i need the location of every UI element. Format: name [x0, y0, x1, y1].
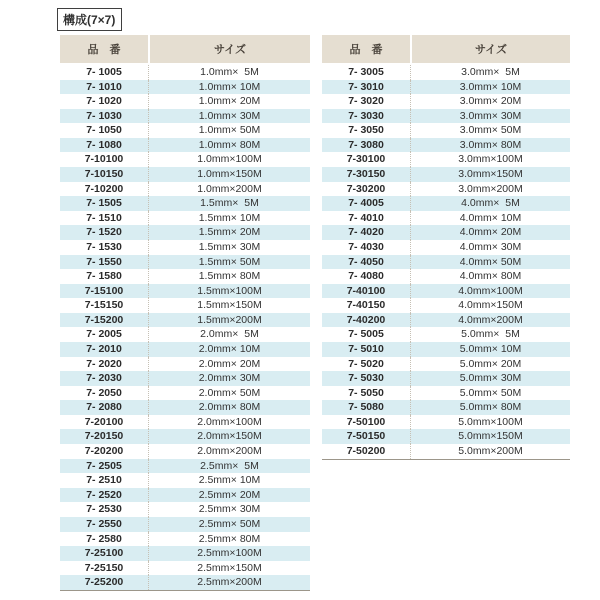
- size-cell: 1.0mm× 10M: [148, 80, 310, 95]
- part-number-cell: 7- 2050: [86, 386, 122, 399]
- part-number-cell: 7-20200: [84, 445, 124, 458]
- part-number-cell: 7- 1520: [86, 226, 122, 239]
- size-cell: 1.5mm× 80M: [148, 269, 310, 284]
- table-row: [322, 167, 570, 182]
- size-table-right: [322, 35, 570, 460]
- size-cell: 5.0mm× 80M: [410, 400, 570, 415]
- table-row: [60, 473, 310, 488]
- part-number-cell: 7- 3020: [348, 95, 384, 108]
- table-body: [60, 65, 310, 591]
- part-number-cell: 7- 1050: [86, 124, 122, 137]
- size-cell: 2.0mm×150M: [148, 429, 310, 444]
- table-row: [60, 284, 310, 299]
- size-cell: 5.0mm× 30M: [410, 371, 570, 386]
- table-row: [60, 182, 310, 197]
- size-cell: 3.0mm× 50M: [410, 123, 570, 138]
- size-cell: 2.0mm× 80M: [148, 400, 310, 415]
- part-number-cell: 7- 2020: [86, 357, 122, 370]
- part-number-cell: 7- 5050: [348, 386, 384, 399]
- part-number-cell: 7- 1010: [86, 80, 122, 93]
- size-cell: 2.5mm×150M: [148, 561, 310, 576]
- part-number-cell: 7- 3030: [348, 109, 384, 122]
- part-number-cell: 7- 2550: [86, 517, 122, 530]
- size-cell: 1.0mm× 30M: [148, 109, 310, 124]
- part-number-cell: 7-50200: [346, 445, 386, 458]
- size-cell: 3.0mm× 5M: [410, 65, 570, 80]
- size-cell: 4.0mm× 30M: [410, 240, 570, 255]
- table-row: [322, 298, 570, 313]
- size-cell: 2.5mm×200M: [148, 575, 310, 590]
- table-row: [60, 269, 310, 284]
- size-cell: 2.5mm×100M: [148, 546, 310, 561]
- size-cell: 5.0mm× 10M: [410, 342, 570, 357]
- part-number-cell: 7-40200: [346, 313, 386, 326]
- part-number-cell: 7-30100: [346, 153, 386, 166]
- table-row: [322, 400, 570, 415]
- table-row: [322, 284, 570, 299]
- table-header: [60, 35, 310, 63]
- table-row: [322, 386, 570, 401]
- size-cell: 2.5mm× 30M: [148, 502, 310, 517]
- size-cell: 3.0mm×100M: [410, 152, 570, 167]
- part-number-cell: 7-20150: [84, 430, 124, 443]
- table-row: [60, 502, 310, 517]
- part-number-cell: 7- 4030: [348, 240, 384, 253]
- size-cell: 2.0mm× 50M: [148, 386, 310, 401]
- part-number-cell: 7- 2080: [86, 401, 122, 414]
- table-row: [322, 196, 570, 211]
- table-row: [60, 444, 310, 459]
- part-number-cell: 7-25150: [84, 561, 124, 574]
- table-row: [322, 65, 570, 80]
- table-row: [322, 123, 570, 138]
- size-cell: 1.0mm× 50M: [148, 123, 310, 138]
- size-cell: 5.0mm×150M: [410, 429, 570, 444]
- table-row: [60, 532, 310, 547]
- size-cell: 1.5mm× 10M: [148, 211, 310, 226]
- part-number-cell: 7- 3005: [348, 66, 384, 78]
- table-row: [322, 152, 570, 167]
- part-number-cell: 7- 1580: [86, 270, 122, 283]
- part-number-cell: 7- 2580: [86, 532, 122, 545]
- size-cell: 1.0mm×150M: [148, 167, 310, 182]
- size-cell: 4.0mm× 20M: [410, 225, 570, 240]
- size-cell: 1.0mm×200M: [148, 182, 310, 197]
- part-number-cell: 7- 2510: [86, 474, 122, 487]
- size-cell: 1.5mm× 5M: [148, 196, 310, 211]
- size-cell: 2.0mm× 20M: [148, 357, 310, 372]
- table-row: [60, 575, 310, 590]
- size-cell: 1.0mm× 5M: [148, 65, 310, 80]
- size-cell: 4.0mm×150M: [410, 298, 570, 313]
- part-number-cell: 7- 4005: [348, 197, 384, 210]
- part-number-cell: 7- 2010: [86, 342, 122, 355]
- size-cell: 4.0mm× 5M: [410, 196, 570, 211]
- table-row: [60, 109, 310, 124]
- table-row: [60, 123, 310, 138]
- table-row: [60, 211, 310, 226]
- part-number-cell: 7-10200: [84, 182, 124, 195]
- part-number-cell: 7- 1530: [86, 240, 122, 253]
- table-row: [60, 342, 310, 357]
- part-number-cell: 7- 1505: [86, 197, 122, 210]
- table-row: [60, 357, 310, 372]
- size-cell: 2.0mm×100M: [148, 415, 310, 430]
- size-cell: 5.0mm×200M: [410, 444, 570, 459]
- table-row: [60, 240, 310, 255]
- table-row: [60, 386, 310, 401]
- size-cell: 4.0mm× 50M: [410, 255, 570, 270]
- part-number-cell: 7-15100: [84, 284, 124, 297]
- table-row: [322, 211, 570, 226]
- part-number-cell: 7-25200: [84, 576, 124, 589]
- part-number-cell: 7- 4010: [348, 211, 384, 224]
- part-number-cell: 7-40150: [346, 299, 386, 312]
- size-cell: 5.0mm× 20M: [410, 357, 570, 372]
- table-row: [60, 80, 310, 95]
- col-header-part-number: 品 番: [60, 35, 148, 63]
- table-row: [60, 488, 310, 503]
- table-row: [322, 182, 570, 197]
- part-number-cell: 7- 4050: [348, 255, 384, 268]
- size-cell: 4.0mm×100M: [410, 284, 570, 299]
- table-row: [60, 415, 310, 430]
- size-cell: 2.5mm× 80M: [148, 532, 310, 547]
- part-number-cell: 7- 1080: [86, 138, 122, 151]
- size-cell: 2.0mm× 10M: [148, 342, 310, 357]
- table-row: [60, 400, 310, 415]
- size-cell: 1.0mm× 20M: [148, 94, 310, 109]
- table-row: [60, 546, 310, 561]
- size-cell: 2.5mm× 50M: [148, 517, 310, 532]
- part-number-cell: 7- 3050: [348, 124, 384, 137]
- table-row: [60, 225, 310, 240]
- part-number-cell: 7- 4080: [348, 270, 384, 283]
- table-row: [60, 298, 310, 313]
- table-row: [322, 327, 570, 342]
- size-cell: 2.0mm×200M: [148, 444, 310, 459]
- size-cell: 4.0mm× 10M: [410, 211, 570, 226]
- table-row: [322, 415, 570, 430]
- table-row: [60, 138, 310, 153]
- part-number-cell: 7- 2520: [86, 488, 122, 501]
- table-row: [60, 255, 310, 270]
- table-row: [60, 327, 310, 342]
- table-row: [60, 429, 310, 444]
- table-row: [322, 429, 570, 444]
- part-number-cell: 7- 1510: [86, 211, 122, 224]
- table-row: [60, 517, 310, 532]
- table-row: [322, 342, 570, 357]
- part-number-cell: 7- 3010: [348, 80, 384, 93]
- size-cell: 1.5mm×150M: [148, 298, 310, 313]
- size-cell: 3.0mm×200M: [410, 182, 570, 197]
- part-number-cell: 7-15200: [84, 313, 124, 326]
- part-number-cell: 7- 4020: [348, 226, 384, 239]
- col-header-size: サイズ: [148, 35, 310, 63]
- part-number-cell: 7- 5020: [348, 357, 384, 370]
- part-number-cell: 7-30150: [346, 168, 386, 181]
- col-header-size: サイズ: [410, 35, 570, 63]
- size-cell: 2.5mm× 20M: [148, 488, 310, 503]
- table-row: [60, 371, 310, 386]
- table-row: [322, 80, 570, 95]
- table-row: [60, 561, 310, 576]
- size-cell: 3.0mm× 30M: [410, 109, 570, 124]
- part-number-cell: 7-15150: [84, 299, 124, 312]
- table-row: [322, 255, 570, 270]
- table-row: [322, 371, 570, 386]
- size-cell: 5.0mm×100M: [410, 415, 570, 430]
- part-number-cell: 7- 5005: [348, 328, 384, 341]
- size-cell: 2.5mm× 5M: [148, 459, 310, 474]
- part-number-cell: 7-20100: [84, 415, 124, 428]
- part-number-cell: 7- 5030: [348, 372, 384, 385]
- table-row: [322, 225, 570, 240]
- table-row: [322, 94, 570, 109]
- table-header: [322, 35, 570, 63]
- size-cell: 2.5mm× 10M: [148, 473, 310, 488]
- part-number-cell: 7-10100: [84, 153, 124, 166]
- part-number-cell: 7-50100: [346, 415, 386, 428]
- size-cell: 1.0mm×100M: [148, 152, 310, 167]
- part-number-cell: 7- 3080: [348, 138, 384, 151]
- size-cell: 4.0mm× 80M: [410, 269, 570, 284]
- size-cell: 5.0mm× 5M: [410, 327, 570, 342]
- size-cell: 1.5mm× 30M: [148, 240, 310, 255]
- page-title: 構成(7×7): [57, 8, 122, 31]
- col-header-part-number: 品 番: [322, 35, 410, 63]
- size-cell: 1.5mm× 50M: [148, 255, 310, 270]
- size-cell: 3.0mm×150M: [410, 167, 570, 182]
- size-cell: 3.0mm× 10M: [410, 80, 570, 95]
- size-cell: 1.5mm×200M: [148, 313, 310, 328]
- size-cell: 2.0mm× 5M: [148, 327, 310, 342]
- part-number-cell: 7- 1030: [86, 109, 122, 122]
- part-number-cell: 7-25100: [84, 547, 124, 560]
- part-number-cell: 7- 2530: [86, 503, 122, 516]
- size-cell: 4.0mm×200M: [410, 313, 570, 328]
- table-row: [60, 196, 310, 211]
- table-row: [60, 65, 310, 80]
- table-row: [322, 138, 570, 153]
- part-number-cell: 7- 5010: [348, 342, 384, 355]
- part-number-cell: 7- 1020: [86, 95, 122, 108]
- size-cell: 3.0mm× 80M: [410, 138, 570, 153]
- table-row: [60, 94, 310, 109]
- table-row: [60, 313, 310, 328]
- table-row: [60, 459, 310, 474]
- part-number-cell: 7- 1550: [86, 255, 122, 268]
- part-number-cell: 7-40100: [346, 284, 386, 297]
- size-table-left: [60, 35, 310, 591]
- table-row: [322, 109, 570, 124]
- table-row: [322, 240, 570, 255]
- part-number-cell: 7-30200: [346, 182, 386, 195]
- part-number-cell: 7- 2005: [86, 328, 122, 341]
- table-row: [322, 269, 570, 284]
- table-row: [322, 313, 570, 328]
- size-cell: 5.0mm× 50M: [410, 386, 570, 401]
- size-cell: 1.0mm× 80M: [148, 138, 310, 153]
- part-number-cell: 7-50150: [346, 430, 386, 443]
- part-number-cell: 7- 1005: [86, 66, 122, 78]
- part-number-cell: 7-10150: [84, 168, 124, 181]
- size-cell: 1.5mm×100M: [148, 284, 310, 299]
- size-cell: 3.0mm× 20M: [410, 94, 570, 109]
- table-row: [322, 444, 570, 459]
- part-number-cell: 7- 2030: [86, 372, 122, 385]
- table-row: [60, 152, 310, 167]
- table-row: [60, 167, 310, 182]
- part-number-cell: 7- 5080: [348, 401, 384, 414]
- table-body: [322, 65, 570, 460]
- part-number-cell: 7- 2505: [86, 459, 122, 472]
- size-cell: 2.0mm× 30M: [148, 371, 310, 386]
- table-row: [322, 357, 570, 372]
- size-cell: 1.5mm× 20M: [148, 225, 310, 240]
